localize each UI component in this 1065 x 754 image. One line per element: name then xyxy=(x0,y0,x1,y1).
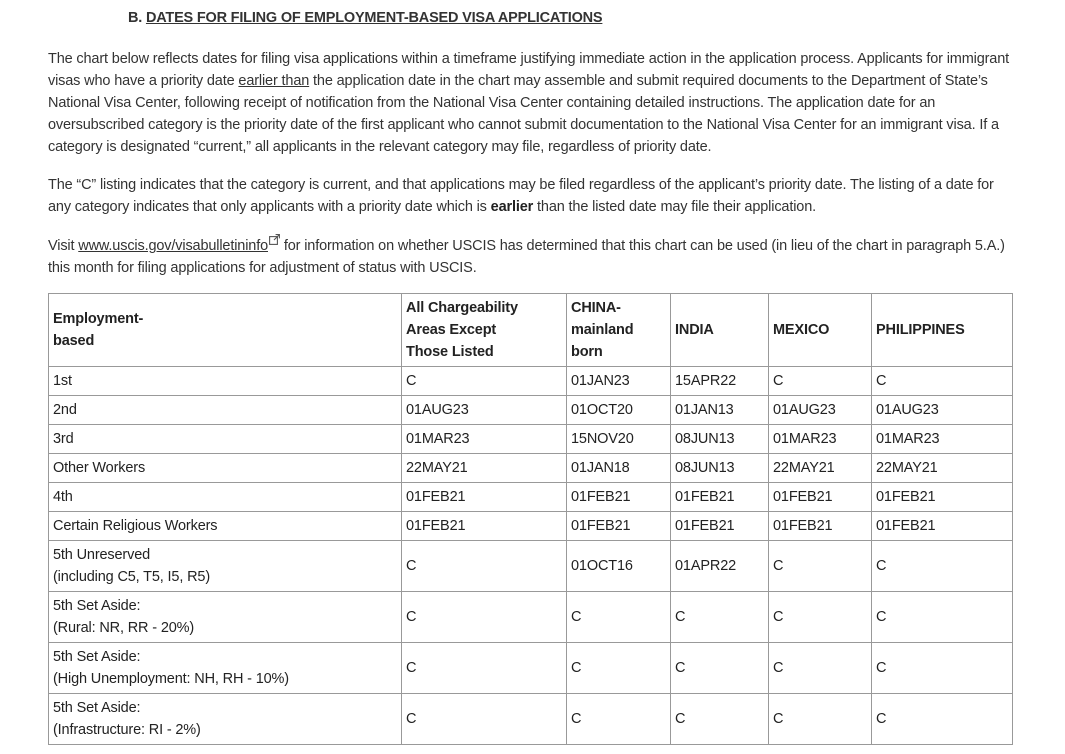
date-cell: 01FEB21 xyxy=(671,483,769,512)
listing-bold-text: earlier xyxy=(490,199,534,215)
date-cell: 01OCT20 xyxy=(567,396,671,425)
date-cell: C xyxy=(769,643,872,694)
date-cell: 01MAR23 xyxy=(402,425,567,454)
header-china: CHINA- mainland born xyxy=(567,294,671,367)
category-cell: 4th xyxy=(49,483,402,512)
table-row xyxy=(49,541,1013,592)
date-cell: 01AUG23 xyxy=(872,396,1013,425)
date-cell: C xyxy=(769,694,872,745)
date-cell: 01FEB21 xyxy=(769,512,872,541)
date-cell: C xyxy=(671,592,769,643)
category-cell: 2nd xyxy=(49,396,402,425)
date-cell: C xyxy=(769,367,872,396)
category-cell: 5th Unreserved (including C5, T5, I5, R5) xyxy=(49,541,402,592)
section-heading xyxy=(128,10,602,26)
listing-text-1: The “C” listing indicates that the category is current, and that applications may be filed regardless of the applicant’s priority date. The listing of a date for any category indicates that only applicants with a priority date which is xyxy=(48,177,994,215)
header-philippines: PHILIPPINES xyxy=(872,294,1013,367)
section-letter: B. xyxy=(128,10,143,26)
table-row xyxy=(49,694,1013,745)
intro-paragraph xyxy=(48,48,1020,158)
table-row xyxy=(49,592,1013,643)
uscis-link[interactable]: www.uscis.gov/visabulletininfo xyxy=(78,238,268,254)
date-cell: 01FEB21 xyxy=(567,483,671,512)
date-cell: C xyxy=(402,694,567,745)
date-cell: C xyxy=(402,643,567,694)
date-cell: 01FEB21 xyxy=(671,512,769,541)
intro-underlined-text: earlier than xyxy=(238,73,310,89)
date-cell: 15NOV20 xyxy=(567,425,671,454)
date-cell: 22MAY21 xyxy=(769,454,872,483)
intro-text-2: the application date in the chart may assemble and submit required documents to the Department of State’s National Visa Center, following receipt of notification from the National Visa Center containing detailed instructions. The application date for an oversubscribed category is the priority date of the first applicant who cannot submit documentation to the National Visa Center for an immigrant visa. If a category is designated “current,” all applicants in the relevant category may file, regardless of priority date. xyxy=(48,73,999,155)
table-row xyxy=(49,396,1013,425)
category-cell: 5th Set Aside: (Infrastructure: RI - 2%) xyxy=(49,694,402,745)
date-cell: C xyxy=(872,694,1013,745)
date-cell: C xyxy=(872,643,1013,694)
date-cell: C xyxy=(769,541,872,592)
date-cell: C xyxy=(402,367,567,396)
date-cell: C xyxy=(872,592,1013,643)
category-cell: 5th Set Aside: (Rural: NR, RR - 20%) xyxy=(49,592,402,643)
date-cell: 01FEB21 xyxy=(402,483,567,512)
date-cell: C xyxy=(402,541,567,592)
external-link-icon[interactable] xyxy=(269,234,280,245)
table-row xyxy=(49,512,1013,541)
date-cell: C xyxy=(567,592,671,643)
date-cell: C xyxy=(872,367,1013,396)
date-cell: 08JUN13 xyxy=(671,454,769,483)
category-cell: Other Workers xyxy=(49,454,402,483)
date-cell: C xyxy=(671,694,769,745)
date-cell: C xyxy=(567,643,671,694)
date-cell: 01AUG23 xyxy=(402,396,567,425)
uscis-paragraph xyxy=(48,234,1020,279)
section-title: DATES FOR FILING OF EMPLOYMENT-BASED VISA APPLICATIONS xyxy=(145,10,603,26)
date-cell: 01OCT16 xyxy=(567,541,671,592)
date-cell: 08JUN13 xyxy=(671,425,769,454)
date-cell: 01FEB21 xyxy=(402,512,567,541)
header-india: INDIA xyxy=(671,294,769,367)
date-cell: 22MAY21 xyxy=(872,454,1013,483)
date-cell: 01FEB21 xyxy=(769,483,872,512)
date-cell: C xyxy=(671,643,769,694)
intro-text-1: The chart below reflects dates for filing visa applications within a timeframe justifying immediate action in the application process. Applicants for immigrant visas who have a priority date xyxy=(48,51,1009,89)
table-body xyxy=(49,367,1013,745)
header-all-chargeability: All Chargeability Areas Except Those Listed xyxy=(402,294,567,367)
table-row xyxy=(49,483,1013,512)
date-cell: 01APR22 xyxy=(671,541,769,592)
header-mexico: MEXICO xyxy=(769,294,872,367)
category-cell: 5th Set Aside: (High Unemployment: NH, RH - 10%) xyxy=(49,643,402,694)
date-cell: 01FEB21 xyxy=(872,483,1013,512)
date-cell: 01JAN13 xyxy=(671,396,769,425)
table-header-row xyxy=(49,294,1013,367)
category-cell: 3rd xyxy=(49,425,402,454)
date-cell: 01MAR23 xyxy=(872,425,1013,454)
listing-text-2: than the listed date may file their application. xyxy=(533,199,816,215)
date-cell: 15APR22 xyxy=(671,367,769,396)
uscis-prefix: Visit xyxy=(48,238,79,254)
date-cell: C xyxy=(567,694,671,745)
table-row xyxy=(49,425,1013,454)
category-cell: Certain Religious Workers xyxy=(49,512,402,541)
category-cell: 1st xyxy=(49,367,402,396)
date-cell: 01FEB21 xyxy=(872,512,1013,541)
date-cell: 01FEB21 xyxy=(567,512,671,541)
date-cell: 22MAY21 xyxy=(402,454,567,483)
date-cell: 01JAN23 xyxy=(567,367,671,396)
filing-dates-table xyxy=(48,293,1013,745)
table-row xyxy=(49,454,1013,483)
current-listing-paragraph xyxy=(48,174,1020,218)
header-employment-based: Employment- based xyxy=(49,294,402,367)
date-cell: C xyxy=(872,541,1013,592)
date-cell: 01AUG23 xyxy=(769,396,872,425)
date-cell: C xyxy=(769,592,872,643)
date-cell: 01MAR23 xyxy=(769,425,872,454)
table-row xyxy=(49,367,1013,396)
date-cell: C xyxy=(402,592,567,643)
date-cell: 01JAN18 xyxy=(567,454,671,483)
table-row xyxy=(49,643,1013,694)
uscis-suffix: for information on whether USCIS has determined that this chart can be used (in lieu of the chart in paragraph 5.A.) this month for filing applications for adjustment of status with USCIS. xyxy=(48,238,1005,276)
